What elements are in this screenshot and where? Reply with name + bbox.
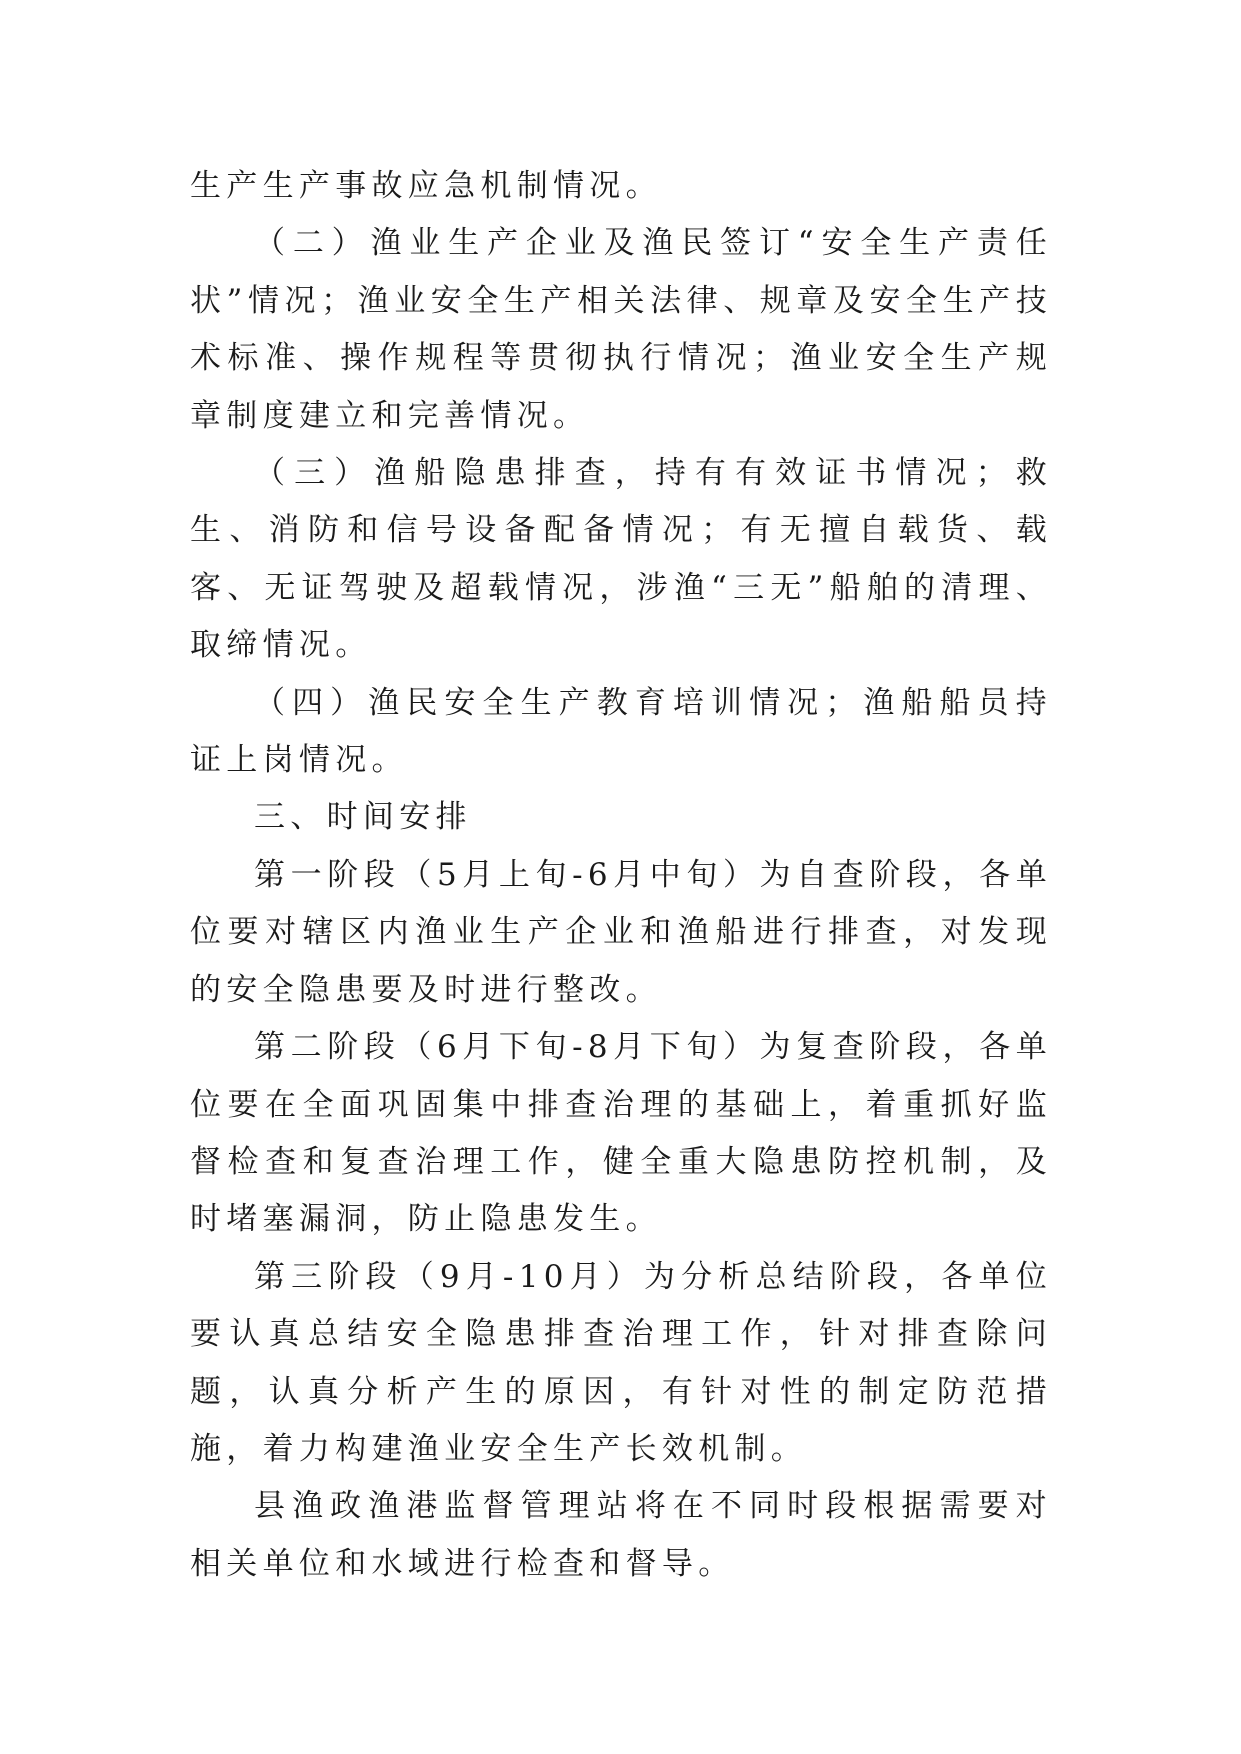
section-heading-schedule: 三、时间安排 (254, 799, 472, 836)
paragraph-item-3: （三）渔船隐患排查，持有有效证书情况；救生、消防和信号设备配备情况；有无擅自载货、载客、无证驾驶及超载情况，涉渔“三无”船舶的清理、取缔情况。 (190, 455, 1052, 664)
document-page (190, 158, 1052, 1593)
paragraph-supervision: 县渔政渔港监督管理站将在不同时段根据需要对相关单位和水域进行检查和督导。 (190, 1488, 1052, 1582)
paragraph-item-2: （二）渔业生产企业及渔民签订“安全生产责任状”情况；渔业安全生产相关法律、规章及安全生产技术标准、操作规程等贯彻执行情况；渔业安全生产规章制度建立和完善情况。 (190, 225, 1052, 434)
paragraph-phase-1: 第一阶段（5月上旬-6月中旬）为自查阶段，各单位要对辖区内渔业生产企业和渔船进行排查，对发现的安全隐患要及时进行整改。 (190, 856, 1052, 1008)
paragraph-phase-2: 第二阶段（6月下旬-8月下旬）为复查阶段，各单位要在全面巩固集中排查治理的基础上，着重抓好监督检查和复查治理工作，健全重大隐患防控机制，及时堵塞漏洞，防止隐患发生。 (190, 1029, 1052, 1238)
paragraph-continuation: 生产生产事故应急机制情况。 (190, 168, 662, 204)
paragraph-item-4: （四）渔民安全生产教育培训情况；渔船船员持证上岗情况。 (190, 684, 1052, 779)
paragraph-phase-3: 第三阶段（9月-10月）为分析总结阶段，各单位要认真总结安全隐患排查治理工作，针对排查除问题，认真分析产生的原因，有针对性的制定防范措施，着力构建渔业安全生产长效机制。 (190, 1258, 1052, 1467)
